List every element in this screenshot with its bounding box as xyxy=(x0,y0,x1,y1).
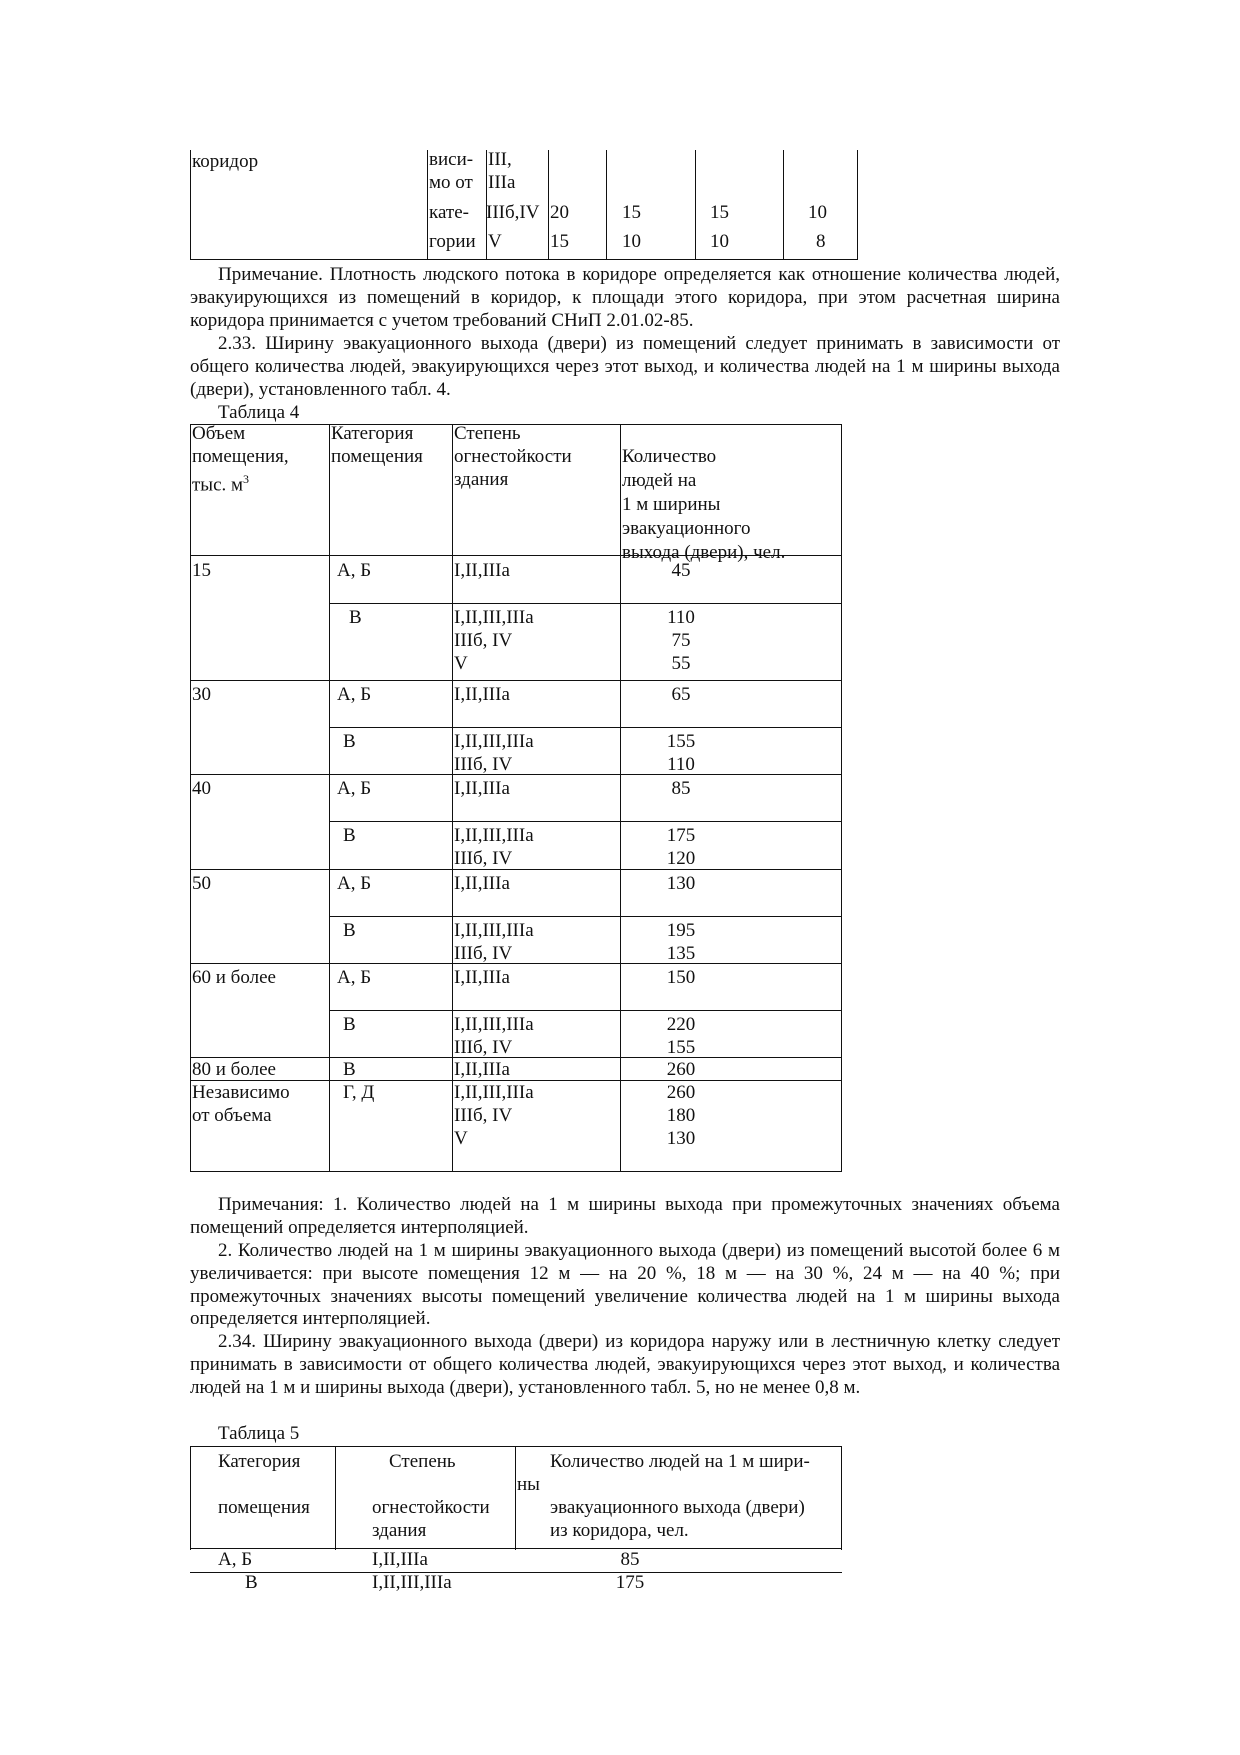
table-border xyxy=(329,727,842,728)
volume-cell: 15 xyxy=(192,560,211,581)
table-border xyxy=(606,150,607,260)
count-cell: 175 xyxy=(615,1572,645,1593)
table-border xyxy=(329,916,842,917)
table-border xyxy=(857,150,858,260)
count-cell: 175 120 xyxy=(666,825,696,869)
degree-cell: I,II,III,IIIа IIIб, IV xyxy=(454,920,534,964)
header-category-line2: помещения xyxy=(218,1497,310,1518)
table-border xyxy=(190,1572,842,1573)
count-cell: 85 xyxy=(620,1549,640,1570)
table-border xyxy=(335,1446,336,1550)
value-cell: 10 xyxy=(710,231,729,252)
header-count-hyphen-part: ны xyxy=(517,1474,540,1495)
degree-cell: I,II,IIIа xyxy=(454,778,510,799)
degree-cell: IIIб,IV xyxy=(486,202,540,223)
category-cell: А, Б xyxy=(337,684,372,705)
degree-cell: I,II,IIIа xyxy=(454,560,510,581)
degree-cell: I,II,III,IIIа IIIб, IV xyxy=(454,1014,534,1058)
header-degree: Степень огнестойкости здания xyxy=(454,423,572,490)
degree-cell: I,II,IIIа xyxy=(454,684,510,705)
degree-cell: I,II,IIIа xyxy=(372,1549,428,1570)
volume-cell: 40 xyxy=(192,778,211,799)
degree-cell: III, IIIа xyxy=(488,149,516,193)
degree-cell: V xyxy=(488,231,502,252)
volume-cell: Независимо от объема xyxy=(192,1082,290,1126)
clause-2-33-paragraph: 2.33. Ширину эвакуационного выхода (двери) из помещений следует принимать в зависимости от общего количества людей, эвакуирующихся через этот выход, и количества людей на 1 м ширины выхода (двери), установленного табл. 4. xyxy=(190,333,1060,400)
category-cell: Г, Д xyxy=(343,1082,375,1103)
header-degree-line2: огнестойкости здания xyxy=(372,1497,490,1541)
count-cell: 260 180 130 xyxy=(666,1082,696,1149)
category-cell: В xyxy=(343,731,356,752)
dependency-cell-line: виси- xyxy=(429,149,474,170)
count-cell: 130 xyxy=(666,873,696,894)
table-border xyxy=(190,150,191,260)
degree-cell: I,II,III,IIIа IIIб, IV V xyxy=(454,1082,534,1149)
table-border xyxy=(515,1446,516,1550)
dependency-cell-line: мо от xyxy=(429,172,473,193)
degree-cell: I,II,IIIа xyxy=(454,1059,510,1080)
table-border xyxy=(695,150,696,260)
table-border xyxy=(841,425,842,1172)
header-count-line2: эвакуационного выхода (двери) из коридора, чел. xyxy=(550,1497,805,1541)
category-cell: А, Б xyxy=(337,560,372,581)
table-border xyxy=(841,1446,842,1550)
dependency-cell-line: гории xyxy=(429,231,476,252)
dependency-cell-line: кате- xyxy=(429,202,469,223)
table-border xyxy=(190,1446,842,1447)
header-category-line1: Категория xyxy=(218,1451,301,1472)
value-cell: 15 xyxy=(550,231,569,252)
category-cell: В xyxy=(343,1014,356,1035)
table5-caption: Таблица 5 xyxy=(218,1423,300,1444)
degree-cell: I,II,III,IIIа xyxy=(372,1572,452,1593)
category-cell: А, Б xyxy=(337,778,372,799)
count-cell: 45 xyxy=(671,560,691,581)
header-category: Категория помещения xyxy=(331,423,423,467)
count-cell: 150 xyxy=(666,967,696,988)
volume-cell: 50 xyxy=(192,873,211,894)
header-volume: Объем помещения, тыс. $м^3$ xyxy=(192,423,289,496)
value-cell: 15 xyxy=(710,202,729,223)
header-degree-line1: Степень xyxy=(389,1451,456,1472)
table-border xyxy=(329,1010,842,1011)
category-cell: В xyxy=(343,920,356,941)
volume-cell: 60 и более xyxy=(192,967,276,988)
count-cell: 260 xyxy=(666,1059,696,1080)
table-border xyxy=(190,259,858,260)
superscript-3: 3 xyxy=(243,472,250,486)
header-count: Количество людей на 1 м ширины эвакуационного выхода (двери), чел. xyxy=(622,446,786,563)
table-border xyxy=(427,150,428,260)
notes-2-paragraph: 2. Количество людей на 1 м ширины эвакуационного выхода (двери) из помещений высотой более 6 м увеличивается: при высоте помещения 12 м — на 20 %, 18 м — на 30 %, 24 м — на 40 %; при промежуточных значениях высоты помещений увеличение количества людей на 1 м ширины выхода определяется интерполяцией. xyxy=(190,1240,1060,1330)
value-cell: 10 xyxy=(808,202,827,223)
count-cell: 155 110 xyxy=(666,731,696,775)
category-cell: В xyxy=(349,607,362,628)
category-cell: В xyxy=(343,1059,356,1080)
table-border xyxy=(190,680,842,681)
category-cell: А, Б xyxy=(218,1549,253,1570)
category-cell: А, Б xyxy=(337,967,372,988)
notes-1-paragraph: Примечания: 1. Количество людей на 1 м ширины выхода при промежуточных значениях объема помещений определяется интерполяцией. xyxy=(190,1194,1060,1238)
count-cell: 110 75 55 xyxy=(667,607,695,674)
table-border xyxy=(190,425,191,1172)
table-border xyxy=(190,1446,191,1550)
value-cell: 20 xyxy=(550,202,569,223)
category-cell: В xyxy=(343,825,356,846)
degree-cell: I,II,IIIа xyxy=(454,967,510,988)
table-border xyxy=(190,1548,842,1549)
degree-cell: I,II,III,IIIа IIIб, IV V xyxy=(454,607,534,674)
note-corridor-paragraph: Примечание. Плотность людского потока в коридоре определяется как отношение количества людей, эвакуирующихся из помещений в коридор, к площади этого коридора, при этом расчетная ширина коридора принимается с учетом требований СНиП 2.01.02-85. xyxy=(190,264,1060,331)
table-border xyxy=(548,150,549,260)
corridor-cell: коридор xyxy=(192,151,259,172)
count-cell: 195 135 xyxy=(666,920,696,964)
table4-caption: Таблица 4 xyxy=(218,402,300,423)
table-border xyxy=(452,425,453,1172)
table-border xyxy=(190,1171,842,1172)
table-border xyxy=(329,603,842,604)
count-cell: 220 155 xyxy=(666,1014,696,1058)
value-cell: 10 xyxy=(622,231,641,252)
category-cell: В xyxy=(245,1572,258,1593)
table-border xyxy=(783,150,784,260)
degree-cell: I,II,III,IIIа IIIб, IV xyxy=(454,731,534,775)
value-cell: 8 xyxy=(816,231,826,252)
volume-cell: 80 и более xyxy=(192,1059,276,1080)
count-cell: 85 xyxy=(671,778,691,799)
category-cell: А, Б xyxy=(337,873,372,894)
degree-cell: I,II,III,IIIа IIIб, IV xyxy=(454,825,534,869)
volume-cell: 30 xyxy=(192,684,211,705)
table-border xyxy=(329,425,330,1172)
header-count-line1: Количество людей на 1 м шири- xyxy=(550,1451,810,1472)
value-cell: 15 xyxy=(622,202,641,223)
clause-2-34-paragraph: 2.34. Ширину эвакуационного выхода (двери) из коридора наружу или в лестничную клетку следует принимать в зависимости от общего количества людей, эвакуирующихся через этот выход, и количества людей на 1 м и ширины выхода (двери), установленного табл. 5, но не менее 0,8 м. xyxy=(190,1331,1060,1398)
table-border xyxy=(329,821,842,822)
degree-cell: I,II,IIIа xyxy=(454,873,510,894)
count-cell: 65 xyxy=(671,684,691,705)
